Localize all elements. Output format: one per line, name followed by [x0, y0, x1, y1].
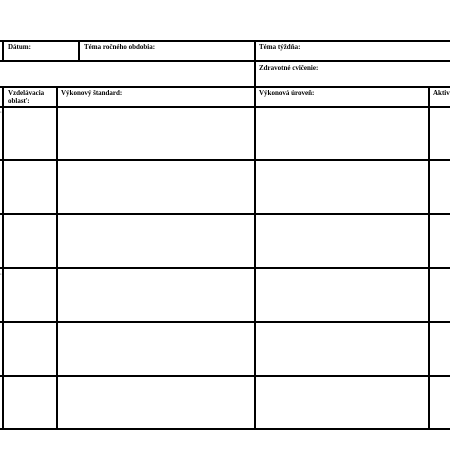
row-4-standard-cell[interactable] — [58, 269, 254, 321]
health-exercise-label: Zdravotné cvičenie: — [259, 64, 319, 72]
top-border — [0, 40, 450, 42]
area-label-line2: oblasť: — [8, 97, 30, 105]
period-theme-label: Téma ročného obdobia: — [84, 43, 156, 51]
row-5-standard-cell[interactable] — [58, 323, 254, 375]
row-2-standard-cell[interactable] — [58, 161, 254, 213]
row-2-area-cell[interactable] — [4, 161, 56, 213]
activity-label: Aktiv — [433, 89, 450, 97]
header-row-divider — [0, 60, 450, 62]
left-edge-mark-2: · — [0, 273, 2, 278]
activity-column-divider — [428, 86, 430, 430]
row-6-area-cell[interactable] — [4, 377, 56, 428]
row-4-level-cell[interactable] — [256, 269, 428, 321]
row-5-level-cell[interactable] — [256, 323, 428, 375]
level-label: Výkonová úroveň: — [259, 89, 315, 97]
week-theme-value-field[interactable] — [256, 50, 450, 60]
row-1-level-cell[interactable] — [256, 108, 428, 159]
standard-label: Výkonový štandard: — [61, 89, 123, 97]
row-3-standard-cell[interactable] — [58, 215, 254, 267]
week-theme-label: Téma týždňa: — [259, 43, 301, 51]
area-label-line1: Vzdelávacia — [8, 89, 45, 97]
row-1-area-cell[interactable] — [4, 108, 56, 159]
health-exercise-value-field[interactable] — [256, 72, 450, 86]
row-6-standard-cell[interactable] — [58, 377, 254, 428]
row-3-level-cell[interactable] — [256, 215, 428, 267]
row-4-area-cell[interactable] — [4, 269, 56, 321]
period-theme-value-field[interactable] — [80, 50, 254, 60]
row-6-bottom-border — [0, 428, 450, 430]
row-2-level-cell[interactable] — [256, 161, 428, 213]
left-edge-mark-1: · — [0, 111, 2, 116]
row-3-area-cell[interactable] — [4, 215, 56, 267]
row-1-standard-cell[interactable] — [58, 108, 254, 159]
date-label: Dátum: — [8, 43, 31, 51]
date-value-field[interactable] — [4, 50, 78, 60]
row-5-area-cell[interactable] — [4, 323, 56, 375]
row-6-level-cell[interactable] — [256, 377, 428, 428]
info-row-bottom-border — [0, 86, 450, 88]
